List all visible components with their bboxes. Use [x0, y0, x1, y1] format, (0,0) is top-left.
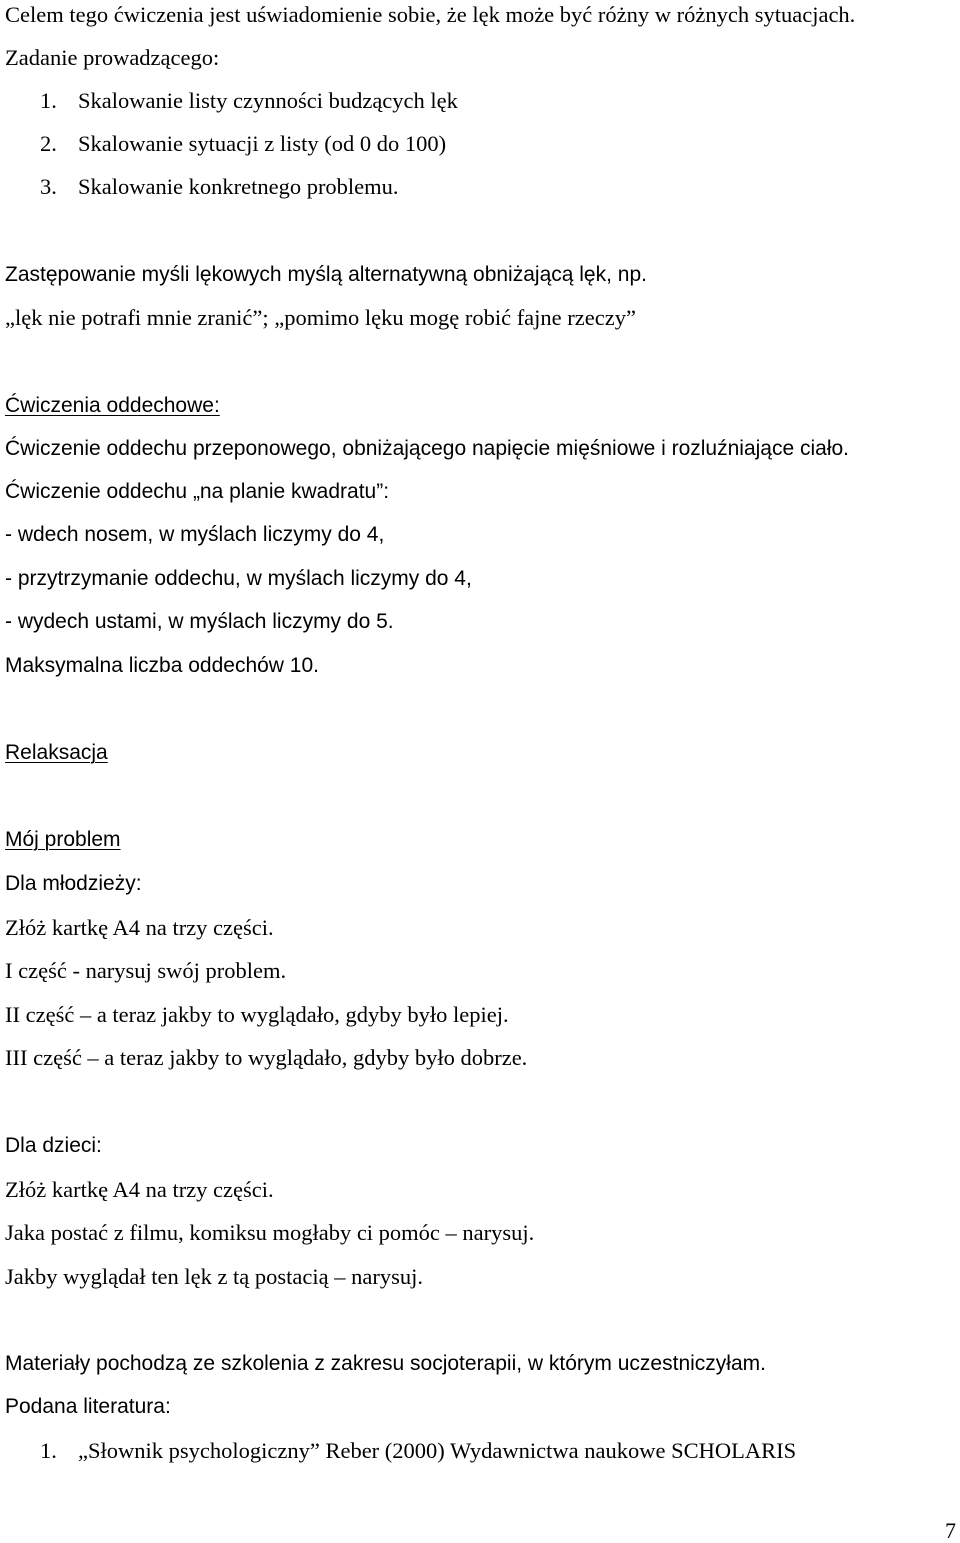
list-text: Skalowanie konkretnego problemu.	[78, 174, 399, 199]
square-step: - wdech nosem, w myślach liczymy do 4,	[5, 523, 385, 546]
task-item	[40, 133, 446, 156]
square-breathing-intro: Ćwiczenie oddechu „na planie kwadratu”:	[5, 480, 390, 503]
youth-label: Dla młodzieży:	[5, 872, 142, 895]
list-number: 1.	[40, 88, 57, 113]
source-note: Materiały pochodzą ze szkolenia z zakresu socjoterapii, w którym uczestniczyłam.	[5, 1352, 766, 1375]
square-step: - przytrzymanie oddechu, w myślach liczymy do 4,	[5, 567, 472, 590]
list-text: Skalowanie listy czynności budzących lęk	[78, 88, 458, 113]
my-problem-heading: Mój problem	[5, 828, 121, 851]
breathing-heading: Ćwiczenia oddechowe:	[5, 394, 220, 417]
literature-label: Podana literatura:	[5, 1395, 171, 1418]
youth-line: Złóż kartkę A4 na trzy części.	[5, 915, 274, 940]
kids-label: Dla dzieci:	[5, 1134, 102, 1157]
youth-line: I część - narysuj swój problem.	[5, 958, 287, 983]
youth-line: III część – a teraz jakby to wyglądało, gdyby było dobrze.	[5, 1045, 528, 1070]
breathing-description: Ćwiczenie oddechu przeponowego, obniżającego napięcie mięśniowe i rozluźniające ciało.	[5, 437, 850, 460]
replacement-example: „lęk nie potrafi mnie zranić”; „pomimo lęku mogę robić fajne rzeczy”	[5, 305, 636, 330]
max-breaths-text: Maksymalna liczba oddechów 10.	[5, 654, 319, 677]
task-label: Zadanie prowadzącego:	[5, 45, 220, 70]
replacement-heading: Zastępowanie myśli lękowych myślą alternatywną obniżającą lęk, np.	[5, 263, 647, 286]
youth-line: II część – a teraz jakby to wyglądało, gdyby było lepiej.	[5, 1002, 509, 1027]
page-number: 7	[945, 1518, 956, 1543]
list-text: Skalowanie sytuacji z listy (od 0 do 100)	[78, 131, 447, 156]
list-number: 3.	[40, 174, 57, 199]
list-number: 2.	[40, 131, 57, 156]
list-text: „Słownik psychologiczny” Reber (2000) Wydawnictwa naukowe SCHOLARIS	[78, 1438, 797, 1463]
kids-line: Jakby wyglądał ten lęk z tą postacią – narysuj.	[5, 1264, 423, 1289]
task-item	[40, 90, 458, 113]
list-number: 1.	[40, 1438, 57, 1463]
task-item	[40, 176, 399, 199]
intro-text: Celem tego ćwiczenia jest uświadomienie sobie, że lęk może być różny w różnych sytuacjach.	[5, 2, 856, 27]
literature-item	[40, 1440, 796, 1463]
square-step: - wydech ustami, w myślach liczymy do 5.	[5, 610, 394, 633]
relaxation-heading: Relaksacja	[5, 741, 108, 764]
kids-line: Złóż kartkę A4 na trzy części.	[5, 1177, 274, 1202]
kids-line: Jaka postać z filmu, komiksu mogłaby ci pomóc – narysuj.	[5, 1220, 535, 1245]
